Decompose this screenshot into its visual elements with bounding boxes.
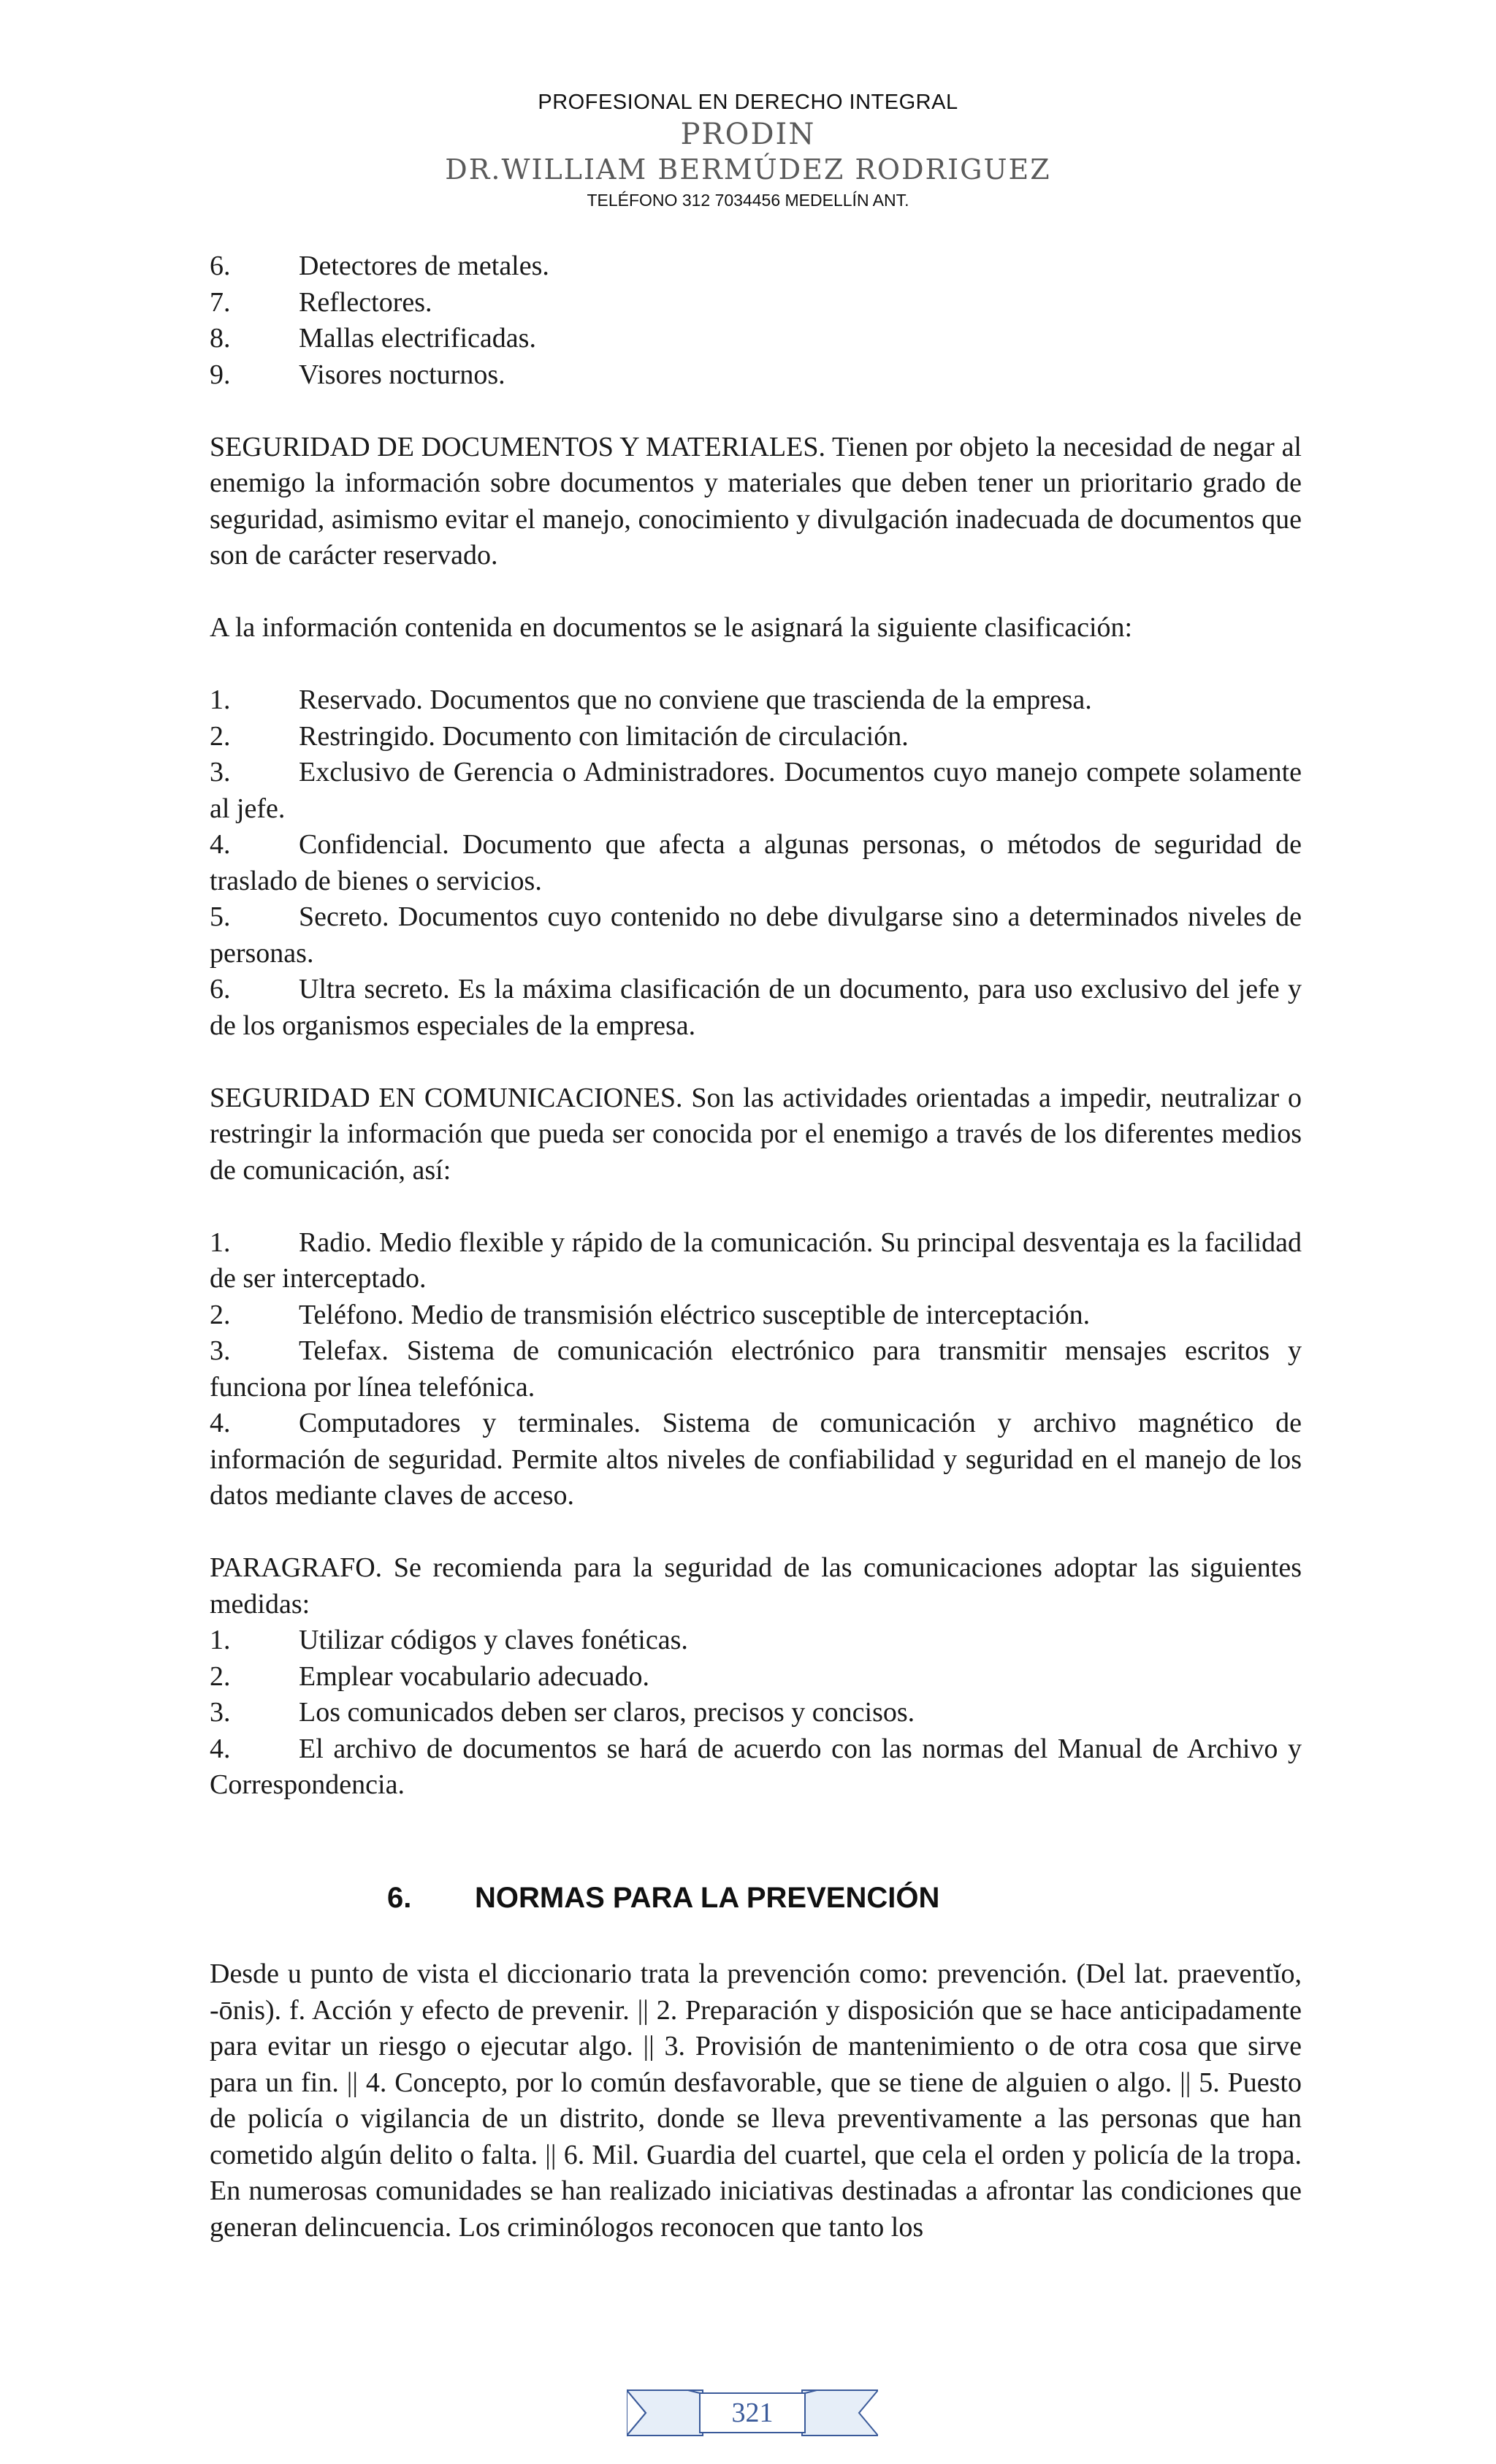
paragraph-seguridad-comunicaciones: SEGURIDAD EN COMUNICACIONES. Son las actividades orientadas a impedir, neutralizar o restringir la información que pueda ser conocida por el enemigo a través de los diferentes medios de comunicación, así: xyxy=(210,1082,1302,1186)
list-item: 7. Reflectores. xyxy=(210,286,432,318)
list-item: 2. Emplear vocabulario adecuado. xyxy=(210,1660,650,1692)
header-profession: PROFESIONAL EN DERECHO INTEGRAL xyxy=(538,91,958,114)
list-document-classification xyxy=(210,682,1302,1044)
list-item: 2. Teléfono. Medio de transmisión eléctrico susceptible de interceptación. xyxy=(210,1299,1091,1330)
list-recommended-measures xyxy=(210,1622,1302,1804)
list-item: 4. Computadores y terminales. Sistema de comunicación y archivo magnético de información de seguridad. Permite altos niveles de confiabilidad y seguridad en el manejo de los datos mediante claves de acceso. xyxy=(210,1408,1302,1511)
list-security-devices xyxy=(210,248,1302,393)
section-number: 6. xyxy=(387,1882,412,1914)
section-heading xyxy=(210,1839,1302,1956)
page-number-ribbon xyxy=(627,2380,878,2446)
list-item: 6. Ultra secreto. Es la máxima clasificación de un documento, para uso exclusivo del jefe y de los organismos especiales de la empresa. xyxy=(210,974,1302,1041)
section-title: NORMAS PARA LA PREVENCIÓN xyxy=(475,1882,940,1914)
list-item: 2. Restringido. Documento con limitación de circulación. xyxy=(210,720,909,752)
list-item: 5. Secreto. Documentos cuyo contenido no debe divulgarse sino a determinados niveles de personas. xyxy=(210,901,1302,969)
header-contact: TELÉFONO 312 7034456 MEDELLÍN ANT. xyxy=(587,191,909,210)
paragraph-paragrafo: PARAGRAFO. Se recomienda para la seguridad de las comunicaciones adoptar las siguientes medidas: xyxy=(210,1552,1302,1620)
paragraph-clasificacion: A la información contenida en documentos se le asignará la siguiente clasificación: xyxy=(210,612,1133,643)
list-item: 4. El archivo de documentos se hará de acuerdo con las normas del Manual de Archivo y Correspondencia. xyxy=(210,1733,1302,1800)
list-item: 3. Exclusivo de Gerencia o Administradores. Documentos cuyo manejo compete solamente al jefe. xyxy=(210,757,1302,824)
list-item: 3. Los comunicados deben ser claros, precisos y concisos. xyxy=(210,1697,915,1728)
page-number: 321 xyxy=(731,2398,774,2428)
list-item: 4. Confidencial. Documento que afecta a algunas personas, o métodos de seguridad de traslado de bienes o servicios. xyxy=(210,829,1302,896)
list-item: 6. Detectores de metales. xyxy=(210,251,549,281)
list-item: 8. Mallas electrificadas. xyxy=(210,323,536,354)
list-item: 1. Radio. Medio flexible y rápido de la comunicación. Su principal desventaja es la facilidad de ser interceptado. xyxy=(210,1227,1302,1294)
list-item: 3. Telefax. Sistema de comunicación electrónico para transmitir mensajes escritos y funciona por línea telefónica. xyxy=(210,1335,1302,1403)
paragraph-prevencion: Desde u punto de vista el diccionario trata la prevención como: prevención. (Del lat. praeventĭo, -ōnis). f. Acción y efecto de prevenir. || 2. Preparación y disposición que se hace anticipadamente para evitar un riesgo o ejecutar algo. || 3. Provisión de mantenimiento o de otra cosa que sirve para un fin. || 4. Concepto, por lo común desfavorable, que se tiene de alguien o algo. || 5. Puesto de policía o vigilancia de un distrito, donde se lleva preventivamente a las personas que han cometido algún delito o falta. || 6. Mil. Guardia del cuartel, que cela el orden y policía de la tropa. En numerosas comunidades se han realizado iniciativas destinadas a afrontar las condiciones que generan delincuencia. Los criminólogos reconocen que tanto los xyxy=(210,1958,1302,2243)
list-item: 1. Utilizar códigos y claves fonéticas. xyxy=(210,1625,688,1655)
list-communication-media xyxy=(210,1225,1302,1514)
list-item: 1. Reservado. Documentos que no conviene que trascienda de la empresa. xyxy=(210,684,1092,715)
header-brand: PRODIN xyxy=(680,118,816,151)
list-item: 9. Visores nocturnos. xyxy=(210,359,505,390)
header-author: DR.WILLIAM BERMÚDEZ RODRIGUEZ xyxy=(445,153,1051,186)
paragraph-seguridad-documentos: SEGURIDAD DE DOCUMENTOS Y MATERIALES. Tienen por objeto la necesidad de negar al enemigo la información sobre documentos y materiales que deben tener un prioritario grado de seguridad, asimismo evitar el manejo, conocimiento y divulgación inadecuada de documentos que son de carácter reservado. xyxy=(210,431,1302,571)
document-body xyxy=(210,248,1302,2246)
page-header xyxy=(0,88,1496,213)
